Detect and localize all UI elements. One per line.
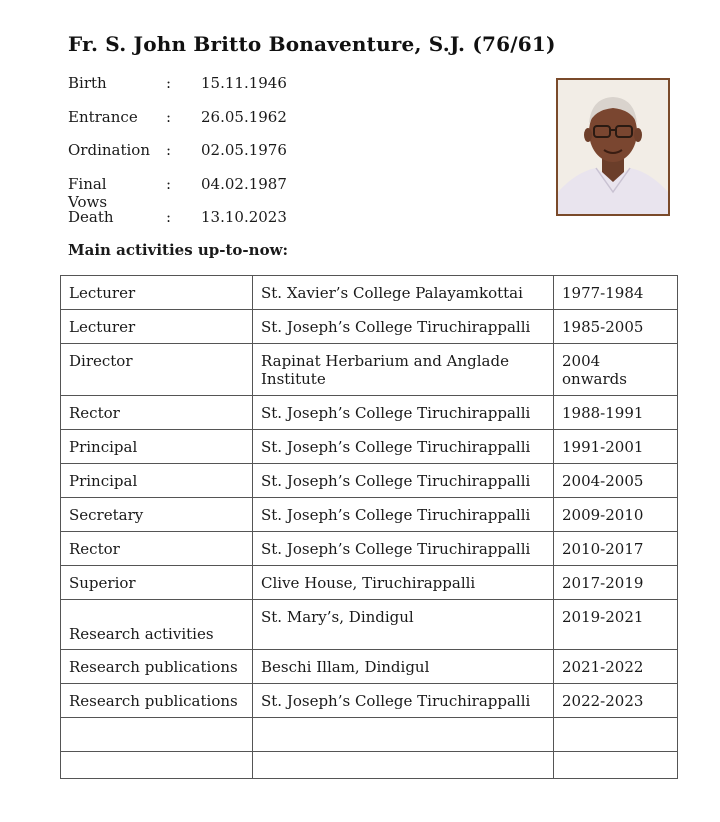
activity-period-cell: 1988-1991 (554, 396, 678, 430)
activity-period-cell: 2021-2022 (554, 650, 678, 684)
date-value: 26.05.1962 (201, 107, 287, 126)
table-row (61, 532, 678, 566)
activity-place-cell: Rapinat Herbarium and Anglade Institute (253, 344, 554, 396)
date-label: Birth (68, 74, 107, 92)
activity-role-cell: Research publications (61, 650, 253, 684)
activity-place-cell (253, 752, 554, 779)
activity-role-cell: Rector (61, 396, 253, 430)
date-label: Entrance (68, 107, 138, 126)
activity-period-cell: 1991-2001 (554, 430, 678, 464)
table-row (61, 310, 678, 344)
activity-period-cell (554, 718, 678, 752)
activity-role-cell: Secretary (61, 498, 253, 532)
table-row (61, 650, 678, 684)
activity-period-cell: 2010-2017 (554, 532, 678, 566)
colon-separator: : (166, 74, 172, 92)
table-row (61, 718, 678, 752)
activity-place-cell: St. Joseph’s College Tiruchirappalli (253, 498, 554, 532)
activity-period-cell (554, 752, 678, 779)
activity-period-cell: 1977-1984 (554, 276, 678, 310)
activity-role-cell: Research activities (61, 600, 253, 650)
activity-role-cell (61, 718, 253, 752)
table-row (61, 276, 678, 310)
table-row (61, 396, 678, 430)
date-value: 13.10.2023 (201, 208, 287, 226)
activity-period-cell: 2019-2021 (554, 600, 678, 650)
colon-separator: : (166, 107, 172, 126)
page-title: Fr. S. John Britto Bonaventure, S.J. (76/61) (68, 32, 556, 56)
activity-period-cell: 2022-2023 (554, 684, 678, 718)
date-label: Ordination (68, 141, 150, 159)
activity-place-cell: St. Xavier’s College Palayamkottai (253, 276, 554, 310)
activity-period-cell: 2004-2005 (554, 464, 678, 498)
table-row (61, 752, 678, 779)
table-row (61, 464, 678, 498)
activity-role-cell: Rector (61, 532, 253, 566)
activity-role-cell: Lecturer (61, 310, 253, 344)
activity-period-cell: 1985-2005 (554, 310, 678, 344)
portrait-photo (556, 78, 670, 216)
activity-role-cell: Research publications (61, 684, 253, 718)
activity-place-cell: St. Joseph’s College Tiruchirappalli (253, 310, 554, 344)
activity-place-cell: St. Joseph’s College Tiruchirappalli (253, 430, 554, 464)
table-row (61, 344, 678, 396)
colon-separator: : (166, 141, 172, 159)
table-row (61, 684, 678, 718)
date-label: Final Vows (68, 174, 108, 211)
activity-place-cell: St. Mary’s, Dindigul (253, 600, 554, 650)
date-value: 02.05.1976 (201, 141, 287, 159)
activity-period-cell: 2009-2010 (554, 498, 678, 532)
table-row (61, 498, 678, 532)
activity-place-cell: Clive House, Tiruchirappalli (253, 566, 554, 600)
activity-role-cell: Director (61, 344, 253, 396)
section-heading: Main activities up-to-now: (68, 241, 289, 259)
table-row (61, 600, 678, 650)
activity-place-cell: St. Joseph’s College Tiruchirappalli (253, 684, 554, 718)
activity-role-cell: Lecturer (61, 276, 253, 310)
activity-place-cell (253, 718, 554, 752)
activities-table (60, 275, 678, 779)
activity-role-cell: Superior (61, 566, 253, 600)
colon-separator: : (166, 208, 172, 226)
table-row (61, 566, 678, 600)
colon-separator: : (166, 174, 172, 193)
date-label: Death (68, 208, 114, 226)
activity-place-cell: Beschi Illam, Dindigul (253, 650, 554, 684)
activity-role-cell (61, 752, 253, 779)
activity-place-cell: St. Joseph’s College Tiruchirappalli (253, 396, 554, 430)
activity-period-cell: 2004 onwards (554, 344, 678, 396)
date-value: 04.02.1987 (201, 174, 287, 193)
table-row (61, 430, 678, 464)
date-value: 15.11.1946 (201, 74, 287, 92)
activity-role-cell: Principal (61, 430, 253, 464)
activity-role-cell: Principal (61, 464, 253, 498)
activity-period-cell: 2017-2019 (554, 566, 678, 600)
portrait-illustration (558, 80, 668, 214)
activity-place-cell: St. Joseph’s College Tiruchirappalli (253, 532, 554, 566)
activity-place-cell: St. Joseph’s College Tiruchirappalli (253, 464, 554, 498)
